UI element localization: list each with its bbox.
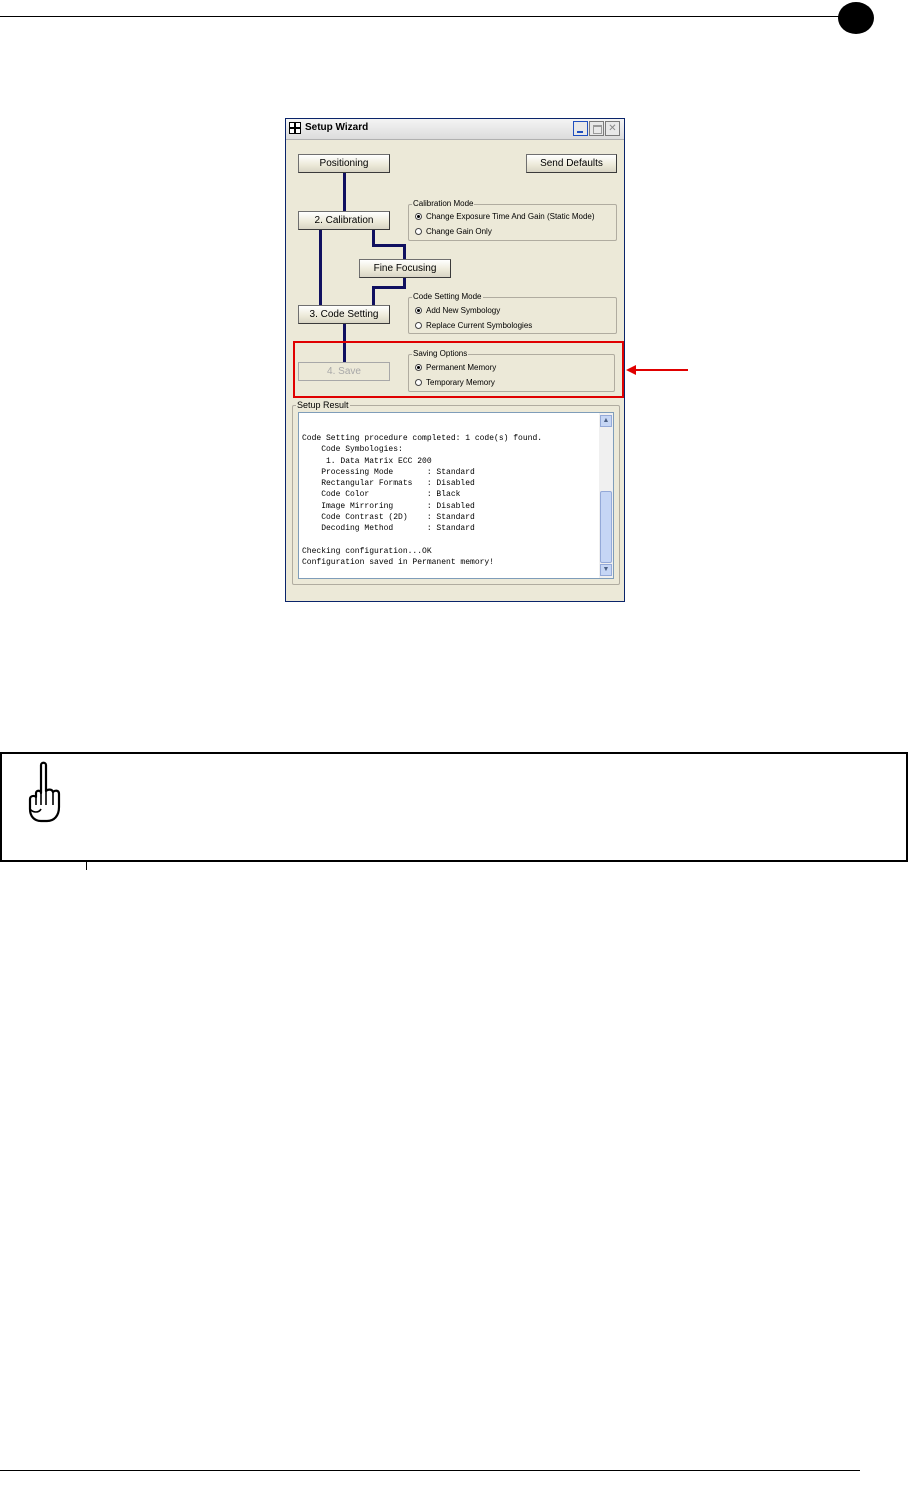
scroll-up-icon[interactable]: ▲ bbox=[600, 415, 612, 427]
connector-line bbox=[372, 286, 406, 289]
setup-result-log[interactable] bbox=[298, 412, 614, 579]
calibration-option-label: Change Exposure Time And Gain (Static Mode) bbox=[426, 212, 595, 221]
radio-unselected-icon[interactable] bbox=[415, 322, 422, 329]
log-line: Code Color : Black bbox=[302, 490, 461, 500]
close-button[interactable]: ✕ bbox=[605, 121, 620, 136]
header-rule bbox=[0, 16, 840, 17]
code-setting-option-add[interactable] bbox=[415, 306, 500, 316]
calibration-mode-title: Calibration Mode bbox=[413, 199, 474, 208]
connector-line bbox=[403, 244, 406, 259]
save-button[interactable]: 4. Save bbox=[298, 362, 390, 381]
calibration-option-static[interactable] bbox=[415, 212, 595, 222]
log-line: Code Symbologies: bbox=[302, 445, 403, 455]
code-setting-button[interactable]: 3. Code Setting bbox=[298, 305, 390, 324]
positioning-button[interactable]: Positioning bbox=[298, 154, 390, 173]
maximize-button[interactable] bbox=[589, 121, 604, 136]
code-setting-option-label: Replace Current Symbologies bbox=[426, 321, 533, 330]
note-marker bbox=[86, 860, 87, 870]
log-line: Configuration saved in Permanent memory! bbox=[302, 558, 495, 568]
code-setting-mode-group bbox=[408, 292, 617, 334]
calibration-option-label: Change Gain Only bbox=[426, 227, 492, 236]
fine-focusing-button[interactable]: Fine Focusing bbox=[359, 259, 451, 278]
callout-arrow-line bbox=[634, 369, 688, 371]
log-line: Processing Mode : Standard bbox=[302, 467, 475, 477]
log-line bbox=[302, 535, 598, 546]
scroll-down-icon[interactable]: ▼ bbox=[600, 564, 612, 576]
connector-line bbox=[372, 244, 406, 247]
send-defaults-button[interactable]: Send Defaults bbox=[526, 154, 617, 173]
log-line: Code Setting procedure completed: 1 code(s) found. bbox=[302, 434, 543, 443]
log-line: Image Mirroring : Disabled bbox=[302, 501, 475, 511]
code-setting-option-replace[interactable] bbox=[415, 321, 532, 331]
wizard-app-icon[interactable] bbox=[289, 122, 301, 134]
page-number-badge bbox=[838, 2, 874, 34]
calibration-option-gain[interactable] bbox=[415, 227, 492, 237]
connector-line bbox=[319, 229, 322, 307]
saving-options-title: Saving Options bbox=[413, 349, 468, 358]
connector-line bbox=[372, 286, 375, 306]
callout-arrow-icon bbox=[626, 365, 636, 375]
log-line: Decoding Method : Standard bbox=[302, 524, 475, 534]
radio-selected-icon[interactable] bbox=[415, 307, 422, 314]
scroll-thumb[interactable] bbox=[600, 491, 612, 563]
log-line: 1. Data Matrix ECC 200 bbox=[302, 456, 432, 466]
pointing-hand-icon bbox=[24, 761, 64, 825]
saving-highlight-frame bbox=[293, 341, 624, 398]
connector-line bbox=[343, 172, 346, 212]
footer-rule bbox=[0, 1470, 860, 1471]
saving-option-label: Permanent Memory bbox=[426, 363, 497, 372]
minimize-button[interactable] bbox=[573, 121, 588, 136]
calibration-button[interactable]: 2. Calibration bbox=[298, 211, 390, 230]
note-box bbox=[0, 752, 908, 862]
log-line: Rectangular Formats : Disabled bbox=[302, 479, 475, 489]
radio-selected-icon[interactable] bbox=[415, 213, 422, 220]
title-bar[interactable] bbox=[286, 119, 624, 140]
setup-result-title: Setup Result bbox=[297, 400, 349, 410]
log-scrollbar[interactable] bbox=[599, 413, 613, 578]
code-setting-mode-title: Code Setting Mode bbox=[413, 292, 482, 301]
log-line: Code Contrast (2D) : Standard bbox=[302, 513, 475, 523]
code-setting-option-label: Add New Symbology bbox=[426, 306, 501, 315]
setup-result-text bbox=[302, 433, 598, 569]
window-title: Setup Wizard bbox=[305, 122, 369, 133]
log-line: Checking configuration...OK bbox=[302, 546, 432, 556]
radio-unselected-icon[interactable] bbox=[415, 228, 422, 235]
calibration-mode-group bbox=[408, 199, 617, 241]
saving-option-label: Temporary Memory bbox=[426, 378, 495, 387]
